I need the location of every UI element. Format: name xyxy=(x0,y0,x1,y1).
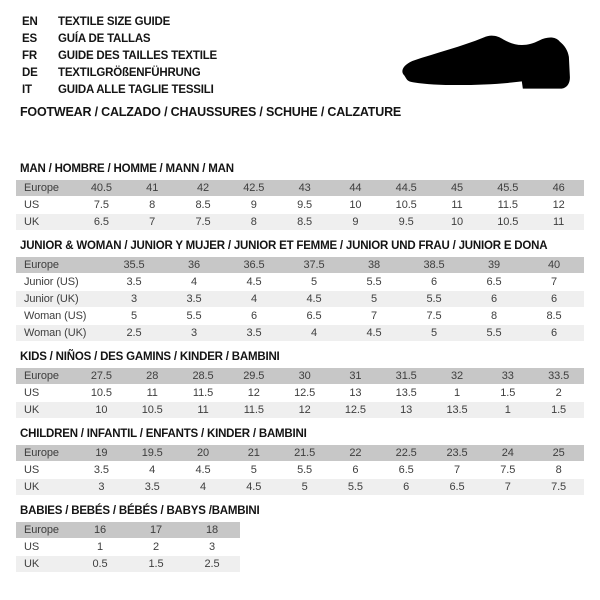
language-label: TEXTILE SIZE GUIDE xyxy=(58,16,171,28)
size-cell: 22.5 xyxy=(381,445,432,462)
size-table-children xyxy=(16,445,584,496)
size-cell: 10.5 xyxy=(76,385,127,402)
size-cell: 28 xyxy=(127,368,178,385)
size-cell: 40.5 xyxy=(76,180,127,197)
size-cell: 4.5 xyxy=(178,462,229,479)
size-cell: 4.5 xyxy=(344,325,404,342)
table-row xyxy=(16,291,584,308)
section-kids xyxy=(16,351,584,419)
size-cell: 27.5 xyxy=(76,368,127,385)
size-cell: 11 xyxy=(432,197,483,214)
size-cell: 13 xyxy=(330,385,381,402)
language-code: DE xyxy=(22,67,38,79)
size-cell: 9.5 xyxy=(381,214,432,231)
size-cell: 7.5 xyxy=(404,308,464,325)
row-label: Europe xyxy=(16,445,76,462)
size-cell: 3.5 xyxy=(127,479,178,496)
language-label: GUIDE DES TAILLES TEXTILE xyxy=(58,50,217,62)
size-cell: 2.5 xyxy=(184,556,240,573)
size-cell: 6 xyxy=(224,308,284,325)
size-cell: 6.5 xyxy=(464,274,524,291)
size-cell: 9 xyxy=(228,197,279,214)
language-code: IT xyxy=(22,84,32,96)
size-cell: 2 xyxy=(128,539,184,556)
size-cell: 1.5 xyxy=(533,402,584,419)
size-cell: 4.5 xyxy=(228,479,279,496)
size-cell: 7 xyxy=(432,462,483,479)
size-cell: 7.5 xyxy=(76,197,127,214)
size-cell: 8.5 xyxy=(178,197,229,214)
size-cell: 5.5 xyxy=(164,308,224,325)
size-cell: 4.5 xyxy=(224,274,284,291)
size-cell: 5.5 xyxy=(464,325,524,342)
size-cell: 5 xyxy=(344,291,404,308)
section-children xyxy=(16,428,584,496)
size-cell: 10.5 xyxy=(127,402,178,419)
size-cell: 4 xyxy=(164,274,224,291)
size-cell: 1 xyxy=(482,402,533,419)
table-row xyxy=(16,462,584,479)
size-cell: 31.5 xyxy=(381,368,432,385)
section-babies xyxy=(16,505,584,573)
size-cell: 44.5 xyxy=(381,180,432,197)
size-cell: 10.5 xyxy=(381,197,432,214)
table-row xyxy=(16,539,240,556)
size-cell: 5.5 xyxy=(404,291,464,308)
size-table-man xyxy=(16,180,584,231)
table-header-row xyxy=(16,445,584,462)
size-cell: 7 xyxy=(127,214,178,231)
size-cell: 3 xyxy=(164,325,224,342)
size-cell: 42 xyxy=(178,180,229,197)
language-code: ES xyxy=(22,33,37,45)
section-title-junior-woman: JUNIOR & WOMAN / JUNIOR Y MUJER / JUNIOR ET FEMME / JUNIOR UND FRAU / JUNIOR E DONA xyxy=(20,240,548,252)
language-label: GUIDA ALLE TAGLIE TESSILI xyxy=(58,84,214,96)
size-cell: 11 xyxy=(178,402,229,419)
size-cell: 1.5 xyxy=(128,556,184,573)
size-table-junior-woman xyxy=(16,257,584,342)
section-junior-woman xyxy=(16,240,584,342)
size-cell: 4 xyxy=(284,325,344,342)
size-cell: 21 xyxy=(228,445,279,462)
size-cell: 35.5 xyxy=(104,257,164,274)
row-label: Europe xyxy=(16,180,76,197)
size-cell: 6 xyxy=(524,291,584,308)
size-cell: 10 xyxy=(76,402,127,419)
table-header-row xyxy=(16,368,584,385)
size-cell: 33.5 xyxy=(533,368,584,385)
size-cell: 12.5 xyxy=(330,402,381,419)
section-title-babies: BABIES / BEBÉS / BÉBÉS / BABYS /BAMBINI xyxy=(20,505,260,517)
size-cell: 9.5 xyxy=(279,197,330,214)
size-cell: 3.5 xyxy=(224,325,284,342)
size-cell: 3.5 xyxy=(76,462,127,479)
section-man xyxy=(16,163,584,231)
row-label: UK xyxy=(16,402,76,419)
table-row xyxy=(16,479,584,496)
size-cell: 6.5 xyxy=(432,479,483,496)
size-cell: 5 xyxy=(284,274,344,291)
size-cell: 7 xyxy=(344,308,404,325)
table-row xyxy=(16,385,584,402)
row-label: Woman (US) xyxy=(16,308,104,325)
size-cell: 23.5 xyxy=(432,445,483,462)
language-label: GUÍA DE TALLAS xyxy=(58,33,151,45)
size-cell: 4.5 xyxy=(284,291,344,308)
dress-shoe-icon xyxy=(398,34,574,92)
size-cell: 20 xyxy=(178,445,229,462)
size-cell: 13.5 xyxy=(381,385,432,402)
table-header-row xyxy=(16,522,240,539)
size-cell: 28.5 xyxy=(178,368,229,385)
size-cell: 8 xyxy=(127,197,178,214)
row-label: UK xyxy=(16,214,76,231)
size-cell: 8.5 xyxy=(524,308,584,325)
size-cell: 8 xyxy=(228,214,279,231)
row-label: Junior (UK) xyxy=(16,291,104,308)
size-cell: 17 xyxy=(128,522,184,539)
table-row xyxy=(16,402,584,419)
size-cell: 4 xyxy=(178,479,229,496)
size-cell: 11 xyxy=(533,214,584,231)
size-cell: 3 xyxy=(184,539,240,556)
row-label: US xyxy=(16,197,76,214)
size-table-babies xyxy=(16,522,240,573)
size-cell: 5.5 xyxy=(330,479,381,496)
row-label: Woman (UK) xyxy=(16,325,104,342)
row-label: UK xyxy=(16,556,72,573)
size-cell: 2 xyxy=(533,385,584,402)
section-title-man: MAN / HOMBRE / HOMME / MANN / MAN xyxy=(20,163,234,175)
size-cell: 6.5 xyxy=(381,462,432,479)
language-code: FR xyxy=(22,50,37,62)
size-cell: 7 xyxy=(482,479,533,496)
size-cell: 3 xyxy=(104,291,164,308)
size-cell: 16 xyxy=(72,522,128,539)
size-cell: 8.5 xyxy=(279,214,330,231)
size-cell: 6 xyxy=(404,274,464,291)
size-cell: 40 xyxy=(524,257,584,274)
size-cell: 39 xyxy=(464,257,524,274)
size-cell: 4 xyxy=(224,291,284,308)
size-cell: 1 xyxy=(72,539,128,556)
size-cell: 36.5 xyxy=(224,257,284,274)
size-cell: 0.5 xyxy=(72,556,128,573)
size-cell: 31 xyxy=(330,368,381,385)
section-title-kids: KIDS / NIÑOS / DES GAMINS / KINDER / BAMBINI xyxy=(20,351,280,363)
size-cell: 7 xyxy=(524,274,584,291)
size-cell: 25 xyxy=(533,445,584,462)
size-cell: 10 xyxy=(330,197,381,214)
language-label: TEXTILGRÖßENFÜHRUNG xyxy=(58,67,201,79)
section-title-children: CHILDREN / INFANTIL / ENFANTS / KINDER / BAMBINI xyxy=(20,428,307,440)
size-table-kids xyxy=(16,368,584,419)
size-cell: 2.5 xyxy=(104,325,164,342)
size-cell: 6.5 xyxy=(76,214,127,231)
size-cell: 11.5 xyxy=(178,385,229,402)
size-cell: 12 xyxy=(533,197,584,214)
table-row xyxy=(16,556,240,573)
size-cell: 11.5 xyxy=(228,402,279,419)
size-cell: 46 xyxy=(533,180,584,197)
size-cell: 9 xyxy=(330,214,381,231)
size-cell: 45.5 xyxy=(482,180,533,197)
size-cell: 22 xyxy=(330,445,381,462)
language-code: EN xyxy=(22,16,38,28)
size-cell: 12.5 xyxy=(279,385,330,402)
size-cell: 7.5 xyxy=(533,479,584,496)
size-cell: 5 xyxy=(104,308,164,325)
size-cell: 12 xyxy=(279,402,330,419)
table-header-row xyxy=(16,257,584,274)
size-cell: 5.5 xyxy=(279,462,330,479)
row-label: US xyxy=(16,385,76,402)
size-cell: 11.5 xyxy=(482,197,533,214)
size-cell: 45 xyxy=(432,180,483,197)
size-cell: 12 xyxy=(228,385,279,402)
size-cell: 44 xyxy=(330,180,381,197)
size-cell: 1.5 xyxy=(482,385,533,402)
size-cell: 6 xyxy=(381,479,432,496)
size-tables xyxy=(16,163,584,573)
size-cell: 8 xyxy=(533,462,584,479)
size-cell: 5 xyxy=(279,479,330,496)
size-cell: 6.5 xyxy=(284,308,344,325)
row-label: Europe xyxy=(16,368,76,385)
size-cell: 38.5 xyxy=(404,257,464,274)
size-cell: 38 xyxy=(344,257,404,274)
size-cell: 3.5 xyxy=(104,274,164,291)
size-cell: 10.5 xyxy=(482,214,533,231)
size-cell: 36 xyxy=(164,257,224,274)
size-cell: 1 xyxy=(432,385,483,402)
size-cell: 6 xyxy=(524,325,584,342)
size-cell: 7.5 xyxy=(482,462,533,479)
size-cell: 19 xyxy=(76,445,127,462)
size-cell: 3 xyxy=(76,479,127,496)
category-title: FOOTWEAR / CALZADO / CHAUSSURES / SCHUHE / CALZATURE xyxy=(20,105,402,119)
size-cell: 43 xyxy=(279,180,330,197)
size-cell: 8 xyxy=(464,308,524,325)
size-cell: 42.5 xyxy=(228,180,279,197)
size-cell: 19.5 xyxy=(127,445,178,462)
row-label: Europe xyxy=(16,522,72,539)
size-cell: 11 xyxy=(127,385,178,402)
row-label: Europe xyxy=(16,257,104,274)
size-cell: 32 xyxy=(432,368,483,385)
row-label: Junior (US) xyxy=(16,274,104,291)
table-row xyxy=(16,214,584,231)
size-cell: 41 xyxy=(127,180,178,197)
size-cell: 3.5 xyxy=(164,291,224,308)
size-cell: 37.5 xyxy=(284,257,344,274)
size-cell: 10 xyxy=(432,214,483,231)
size-cell: 7.5 xyxy=(178,214,229,231)
row-label: UK xyxy=(16,479,76,496)
row-label: US xyxy=(16,539,72,556)
size-cell: 13.5 xyxy=(432,402,483,419)
table-row xyxy=(16,274,584,291)
table-row xyxy=(16,197,584,214)
size-cell: 33 xyxy=(482,368,533,385)
table-row xyxy=(16,308,584,325)
row-label: US xyxy=(16,462,76,479)
size-cell: 13 xyxy=(381,402,432,419)
table-header-row xyxy=(16,180,584,197)
size-cell: 29.5 xyxy=(228,368,279,385)
size-cell: 24 xyxy=(482,445,533,462)
table-row xyxy=(16,325,584,342)
size-cell: 18 xyxy=(184,522,240,539)
language-row-en xyxy=(22,14,584,31)
size-cell: 6 xyxy=(464,291,524,308)
size-cell: 30 xyxy=(279,368,330,385)
size-cell: 6 xyxy=(330,462,381,479)
size-cell: 5 xyxy=(228,462,279,479)
size-cell: 5 xyxy=(404,325,464,342)
size-cell: 21.5 xyxy=(279,445,330,462)
size-cell: 5.5 xyxy=(344,274,404,291)
size-cell: 4 xyxy=(127,462,178,479)
